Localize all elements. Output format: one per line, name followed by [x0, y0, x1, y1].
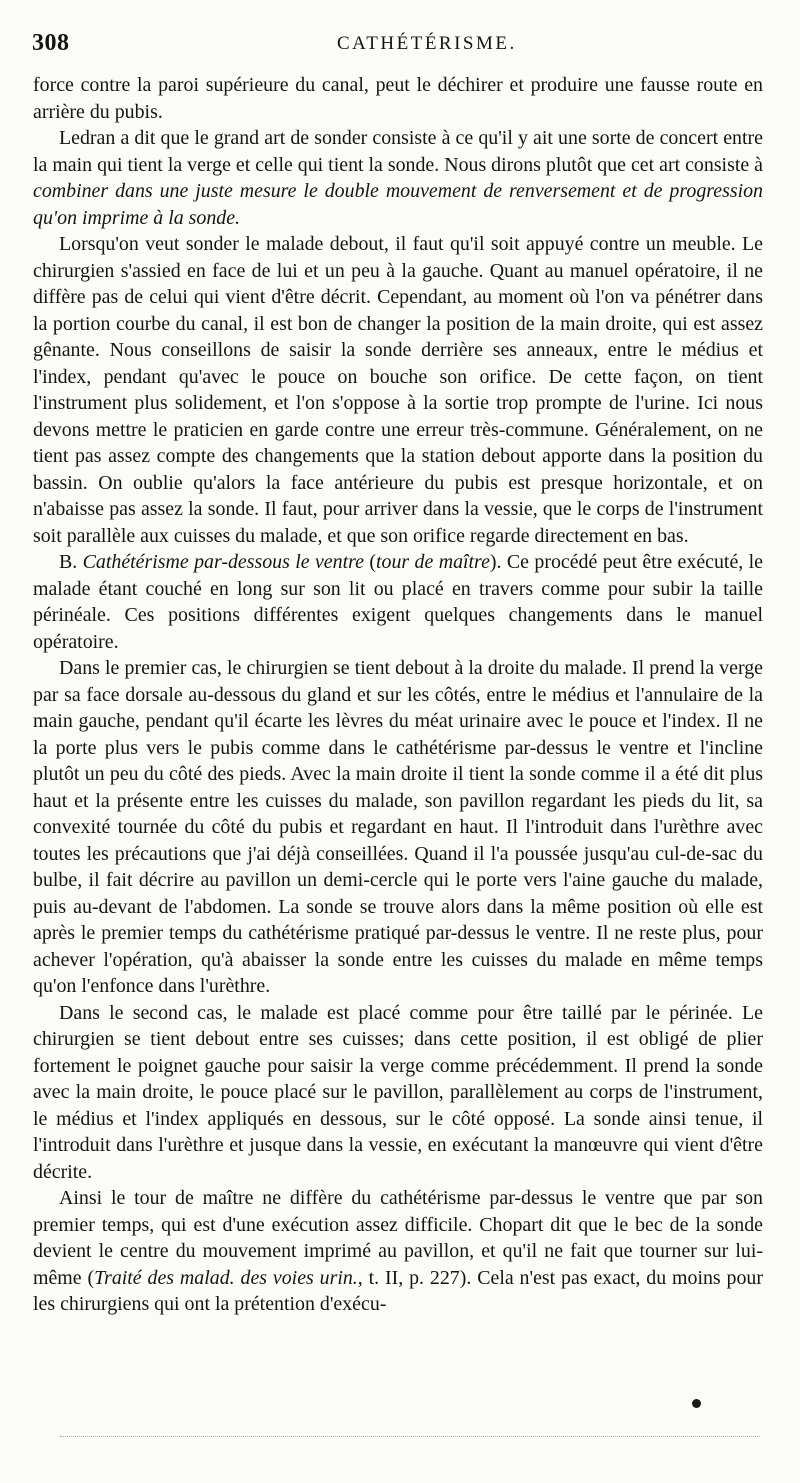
text-run: Dans le second cas, le malade est placé comme pour être taillé par le périnée. Le chirurgien se tient debout entre ses cuisses; dans cette position, il est obligé de plier fortement le poignet gauche pour saisir la verge comme précédemment. Il prend la sonde avec la main droite, le pouce placé sur le pavillon, parallèlement au corps de l'instrument, le médius et l'index appliqués en dessous, sur le côté opposé. La sonde ainsi tenue, il l'introduit dans l'urèthre et jusque dans la vessie, en exécutant la manœuvre qui vient d'être décrite.: [33, 1001, 763, 1183]
paragraph: [33, 1000, 763, 1186]
paragraph: [33, 655, 763, 1000]
italic-text: Cathétérisme par-dessous le ventre: [82, 551, 364, 573]
paragraph: [33, 231, 763, 549]
text-run: Ainsi le tour de maître ne diffère du cathétérisme par-dessus le ventre que par son premier temps, qui est d'une exécution assez difficile. Chopart dit que le bec de la sonde devient le centre du mouvement imprimé au pavillon, et qu'il ne fait que tourner sur lui-même (: [33, 1187, 763, 1289]
text-run: ). Ce procédé peut être exécuté, le malade étant couché en long sur son lit ou placé en travers comme pour subir la taille périnéale. Ces positions différentes exigent quelques changements dans le manuel opératoire.: [33, 551, 764, 653]
italic-text: tour de maître: [375, 551, 490, 573]
text-run: (: [363, 551, 376, 573]
text-run: Lorsqu'on veut sonder le malade debout, il faut qu'il soit appuyé contre un meuble. Le chirurgien s'assied en face de lui et un peu à la gauche. Quant au manuel opératoire, il ne diffère pas de celui qui vient d'être décrit. Cependant, au moment où l'on va pénétrer dans la portion courbe du canal, il est bon de changer la position de la main droite, qui est assez gênante. Nous conseillons de saisir la sonde derrière ses anneaux, entre le médius et l'index, pendant qu'avec le pouce on bouche son orifice. De cette façon, on tient l'instrument plus solidement, et l'on s'oppose à la sortie trop prompte de l'urine. Ici nous devons mettre le praticien en garde contre une erreur très-commune. Généralement, on ne tient pas assez compte des changements que la station debout apporte dans la position du bassin. On oublie qu'alors la face antérieure du pubis est presque horizontale, et on n'abaisse pas assez la sonde. Il faut, pour arriver dans la vessie, que le corps de l'instrument soit parallèle aux cuisses du malade, et que son orifice regarde directement en bas.: [33, 233, 763, 547]
bottom-edge-noise: [60, 1436, 760, 1440]
text-run: Dans le premier cas, le chirurgien se tient debout à la droite du malade. Il prend la verge par sa face dorsale au-dessous du gland et sur les côtés, entre le médius et l'annulaire de la main gauche, pendant qu'il écarte les lèvres du méat urinaire avec le pouce et l'index. Il ne la porte plus vers le pubis comme dans le cathétérisme par-dessus le ventre et l'incline plutôt un peu du côté des pieds. Avec la main droite il tient la sonde comme il a été dit plus haut et la présente entre les cuisses du malade, son pavillon regardant les pieds du lit, sa convexité tournée du côté du pubis et regardant en haut. Il l'introduit dans l'urèthre avec toutes les précautions que j'ai déjà conseillées. Quand il l'a poussée jusqu'au cul-de-sac du bulbe, il fait décrire au pavillon un demi-cercle qui le porte vers l'aine gauche du malade, puis au-devant de l'abdomen. La sonde se trouve alors dans la même position où elle est après le premier temps du cathétérisme pratiqué par-dessus le ventre. Il ne reste plus, pour achever l'opération, qu'à abaisser la sonde entre les cuisses du malade en même temps qu'on l'enfonce dans l'urèthre.: [33, 657, 763, 997]
italic-text: Traité des malad. des voies urin.: [94, 1266, 358, 1289]
paragraph: [33, 125, 763, 231]
ink-smudge: [692, 1399, 701, 1408]
paragraph: [33, 549, 763, 655]
running-head: CATHÉTÉRISME.: [337, 33, 517, 54]
paragraph: [33, 72, 763, 125]
body-text: [33, 72, 763, 1318]
text-run: Ledran a dit que le grand art de sonder consiste à ce qu'il y ait une sorte de concert entre la main qui tient la verge et celle qui tient la sonde. Nous dirons plutôt que cet art consiste à: [33, 127, 763, 176]
text-run: , t. II, p. 227). Cela n'est pas exact, du moins pour les chirurgiens qui ont la prétention d'exécu-: [33, 1266, 763, 1315]
page-header: [32, 30, 760, 60]
paragraph: [33, 1185, 763, 1318]
text-run: force contre la paroi supérieure du canal, peut le déchirer et produire une fausse route en arrière du pubis.: [33, 74, 763, 123]
page-number: 308: [32, 30, 70, 56]
text-run: B.: [59, 551, 83, 573]
italic-text: combiner dans une juste mesure le double mouvement de renversement et de progression qu'on imprime à la sonde.: [33, 180, 763, 229]
